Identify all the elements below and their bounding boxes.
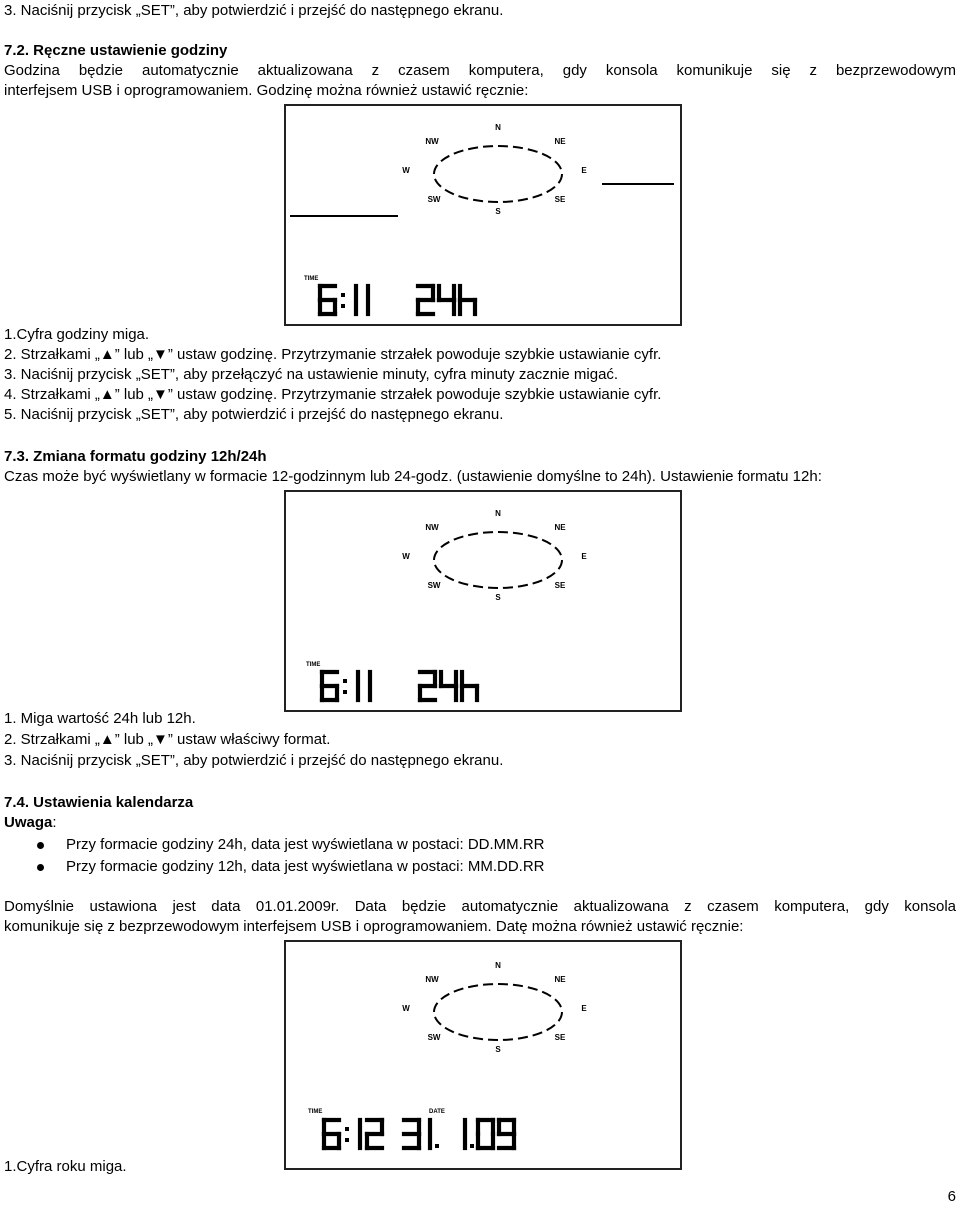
compass-nw: NW bbox=[425, 137, 439, 146]
lcd-day-digits bbox=[404, 1120, 439, 1148]
lcd-drawing bbox=[286, 942, 680, 1168]
lcd-time-digits bbox=[322, 672, 370, 700]
lcd-glyph bbox=[460, 286, 475, 314]
compass-w: W bbox=[402, 1004, 410, 1013]
s74-step-1: 1.Cyfra roku miga. bbox=[4, 1158, 127, 1175]
section-7-4-text-line-1: Domyślnie ustawiona jest data 01.01.2009r. Data będzie automatycznie aktualizowana z czasem komputera, gdy konsola bbox=[4, 898, 956, 915]
s72-step-1: 1.Cyfra godziny miga. bbox=[4, 326, 150, 343]
compass-w: W bbox=[402, 552, 410, 561]
note bbox=[4, 814, 57, 832]
lcd-drawing bbox=[286, 106, 680, 324]
compass-ne: NE bbox=[554, 523, 566, 532]
compass-s: S bbox=[495, 593, 501, 602]
compass-e: E bbox=[581, 552, 587, 561]
lcd-time-digits bbox=[320, 286, 368, 314]
lcd-glyph bbox=[462, 672, 477, 700]
s73-step-3: 3. Naciśnij przycisk „SET”, aby potwierdzić i przejść do następnego ekranu. bbox=[4, 752, 504, 769]
compass-rose bbox=[402, 509, 587, 602]
compass-s: S bbox=[495, 207, 501, 216]
lcd-time-label: TIME bbox=[306, 662, 321, 668]
compass-n: N bbox=[495, 509, 501, 518]
compass-se: SE bbox=[554, 581, 566, 590]
compass-rose bbox=[402, 961, 587, 1054]
lcd-drawing bbox=[286, 492, 680, 710]
compass-s: S bbox=[495, 1045, 501, 1054]
bullet-item-2: Przy formacie godziny 12h, data jest wyświetlana w postaci: MM.DD.RR bbox=[66, 858, 545, 875]
compass-se: SE bbox=[554, 1033, 566, 1042]
compass-nw: NW bbox=[425, 975, 439, 984]
top-instruction: 3. Naciśnij przycisk „SET”, aby potwierdzić i przejść do następnego ekranu. bbox=[4, 2, 504, 19]
lcd-glyph bbox=[341, 293, 345, 308]
lcd-date-label: DATE bbox=[429, 1109, 445, 1115]
section-7-4-heading: 7.4. Ustawienia kalendarza bbox=[4, 794, 194, 811]
section-7-2-text-line-1: Godzina będzie automatycznie aktualizowana z czasem komputera, gdy konsola komunikuje się z bezprzewodowym bbox=[4, 62, 956, 79]
s72-step-4: 4. Strzałkami „▲” lub „▼” ustaw godzinę. Przytrzymanie strzałek powoduje szybkie ustawianie cyfr. bbox=[4, 386, 662, 403]
lcd-glyph bbox=[470, 1144, 474, 1148]
lcd-time-digits bbox=[324, 1120, 382, 1148]
section-7-3-text: Czas może być wyświetlany w formacie 12-godzinnym lub 24-godz. (ustawienie domyślne to 24h). Ustawienie formatu 12h: bbox=[4, 468, 822, 485]
section-7-4-text-line-2: komunikuje się z bezprzewodowym interfejsem USB i oprogramowaniem. Datę można również ustawić ręcznie: bbox=[4, 918, 744, 935]
bullet-dot bbox=[37, 864, 44, 871]
lcd-glyph bbox=[418, 286, 433, 314]
compass-se: SE bbox=[554, 195, 566, 204]
lcd-time-label: TIME bbox=[304, 276, 319, 282]
section-7-3-heading: 7.3. Zmiana formatu godziny 12h/24h bbox=[4, 448, 267, 465]
compass-ne: NE bbox=[554, 975, 566, 984]
compass-sw: SW bbox=[427, 195, 441, 204]
section-7-2-heading: 7.2. Ręczne ustawienie godziny bbox=[4, 42, 228, 59]
compass-rose bbox=[402, 123, 587, 216]
lcd-glyph bbox=[420, 672, 435, 700]
lcd-glyph bbox=[322, 672, 337, 700]
compass-sw: SW bbox=[427, 1033, 441, 1042]
note-colon: : bbox=[52, 814, 57, 831]
lcd-glyph bbox=[435, 1144, 439, 1148]
lcd-glyph bbox=[439, 286, 454, 314]
bullet-dot bbox=[37, 842, 44, 849]
compass-n: N bbox=[495, 961, 501, 970]
lcd-glyph bbox=[404, 1120, 419, 1148]
bullet-item-1: Przy formacie godziny 24h, data jest wyświetlana w postaci: DD.MM.RR bbox=[66, 836, 545, 853]
lcd-glyph bbox=[499, 1120, 514, 1148]
s72-step-3: 3. Naciśnij przycisk „SET”, aby przełączyć na ustawienie minuty, cyfra minuty zacznie migać. bbox=[4, 366, 619, 383]
lcd-glyph bbox=[367, 1120, 382, 1148]
lcd-glyph bbox=[324, 1120, 339, 1148]
s73-step-1: 1. Miga wartość 24h lub 12h. bbox=[4, 710, 196, 727]
lcd-display-date-setting bbox=[284, 940, 682, 1170]
compass-e: E bbox=[581, 1004, 587, 1013]
compass-nw: NW bbox=[425, 523, 439, 532]
lcd-glyph bbox=[441, 672, 456, 700]
s72-step-2: 2. Strzałkami „▲” lub „▼” ustaw godzinę. Przytrzymanie strzałek powoduje szybkie ustawianie cyfr. bbox=[4, 346, 662, 363]
lcd-display-format-setting bbox=[284, 490, 682, 712]
compass-sw: SW bbox=[427, 581, 441, 590]
section-7-2-text-line-2: interfejsem USB i oprogramowaniem. Godzinę można również ustawić ręcznie: bbox=[4, 82, 529, 99]
compass-e: E bbox=[581, 166, 587, 175]
compass-n: N bbox=[495, 123, 501, 132]
compass-ne: NE bbox=[554, 137, 566, 146]
lcd-format-digits bbox=[420, 672, 477, 700]
lcd-glyph bbox=[320, 286, 335, 314]
s72-step-5: 5. Naciśnij przycisk „SET”, aby potwierdzić i przejść do następnego ekranu. bbox=[4, 406, 504, 423]
lcd-display-time-setting bbox=[284, 104, 682, 326]
s73-step-2: 2. Strzałkami „▲” lub „▼” ustaw właściwy format. bbox=[4, 731, 331, 748]
page-number: 6 bbox=[947, 1188, 956, 1205]
lcd-date-digits bbox=[465, 1120, 514, 1148]
lcd-glyph bbox=[478, 1120, 493, 1148]
note-label: Uwaga bbox=[4, 814, 53, 831]
lcd-glyph bbox=[343, 679, 347, 694]
lcd-time-label: TIME bbox=[308, 1109, 323, 1115]
lcd-format-digits bbox=[418, 286, 475, 314]
lcd-glyph bbox=[345, 1127, 349, 1142]
compass-w: W bbox=[402, 166, 410, 175]
